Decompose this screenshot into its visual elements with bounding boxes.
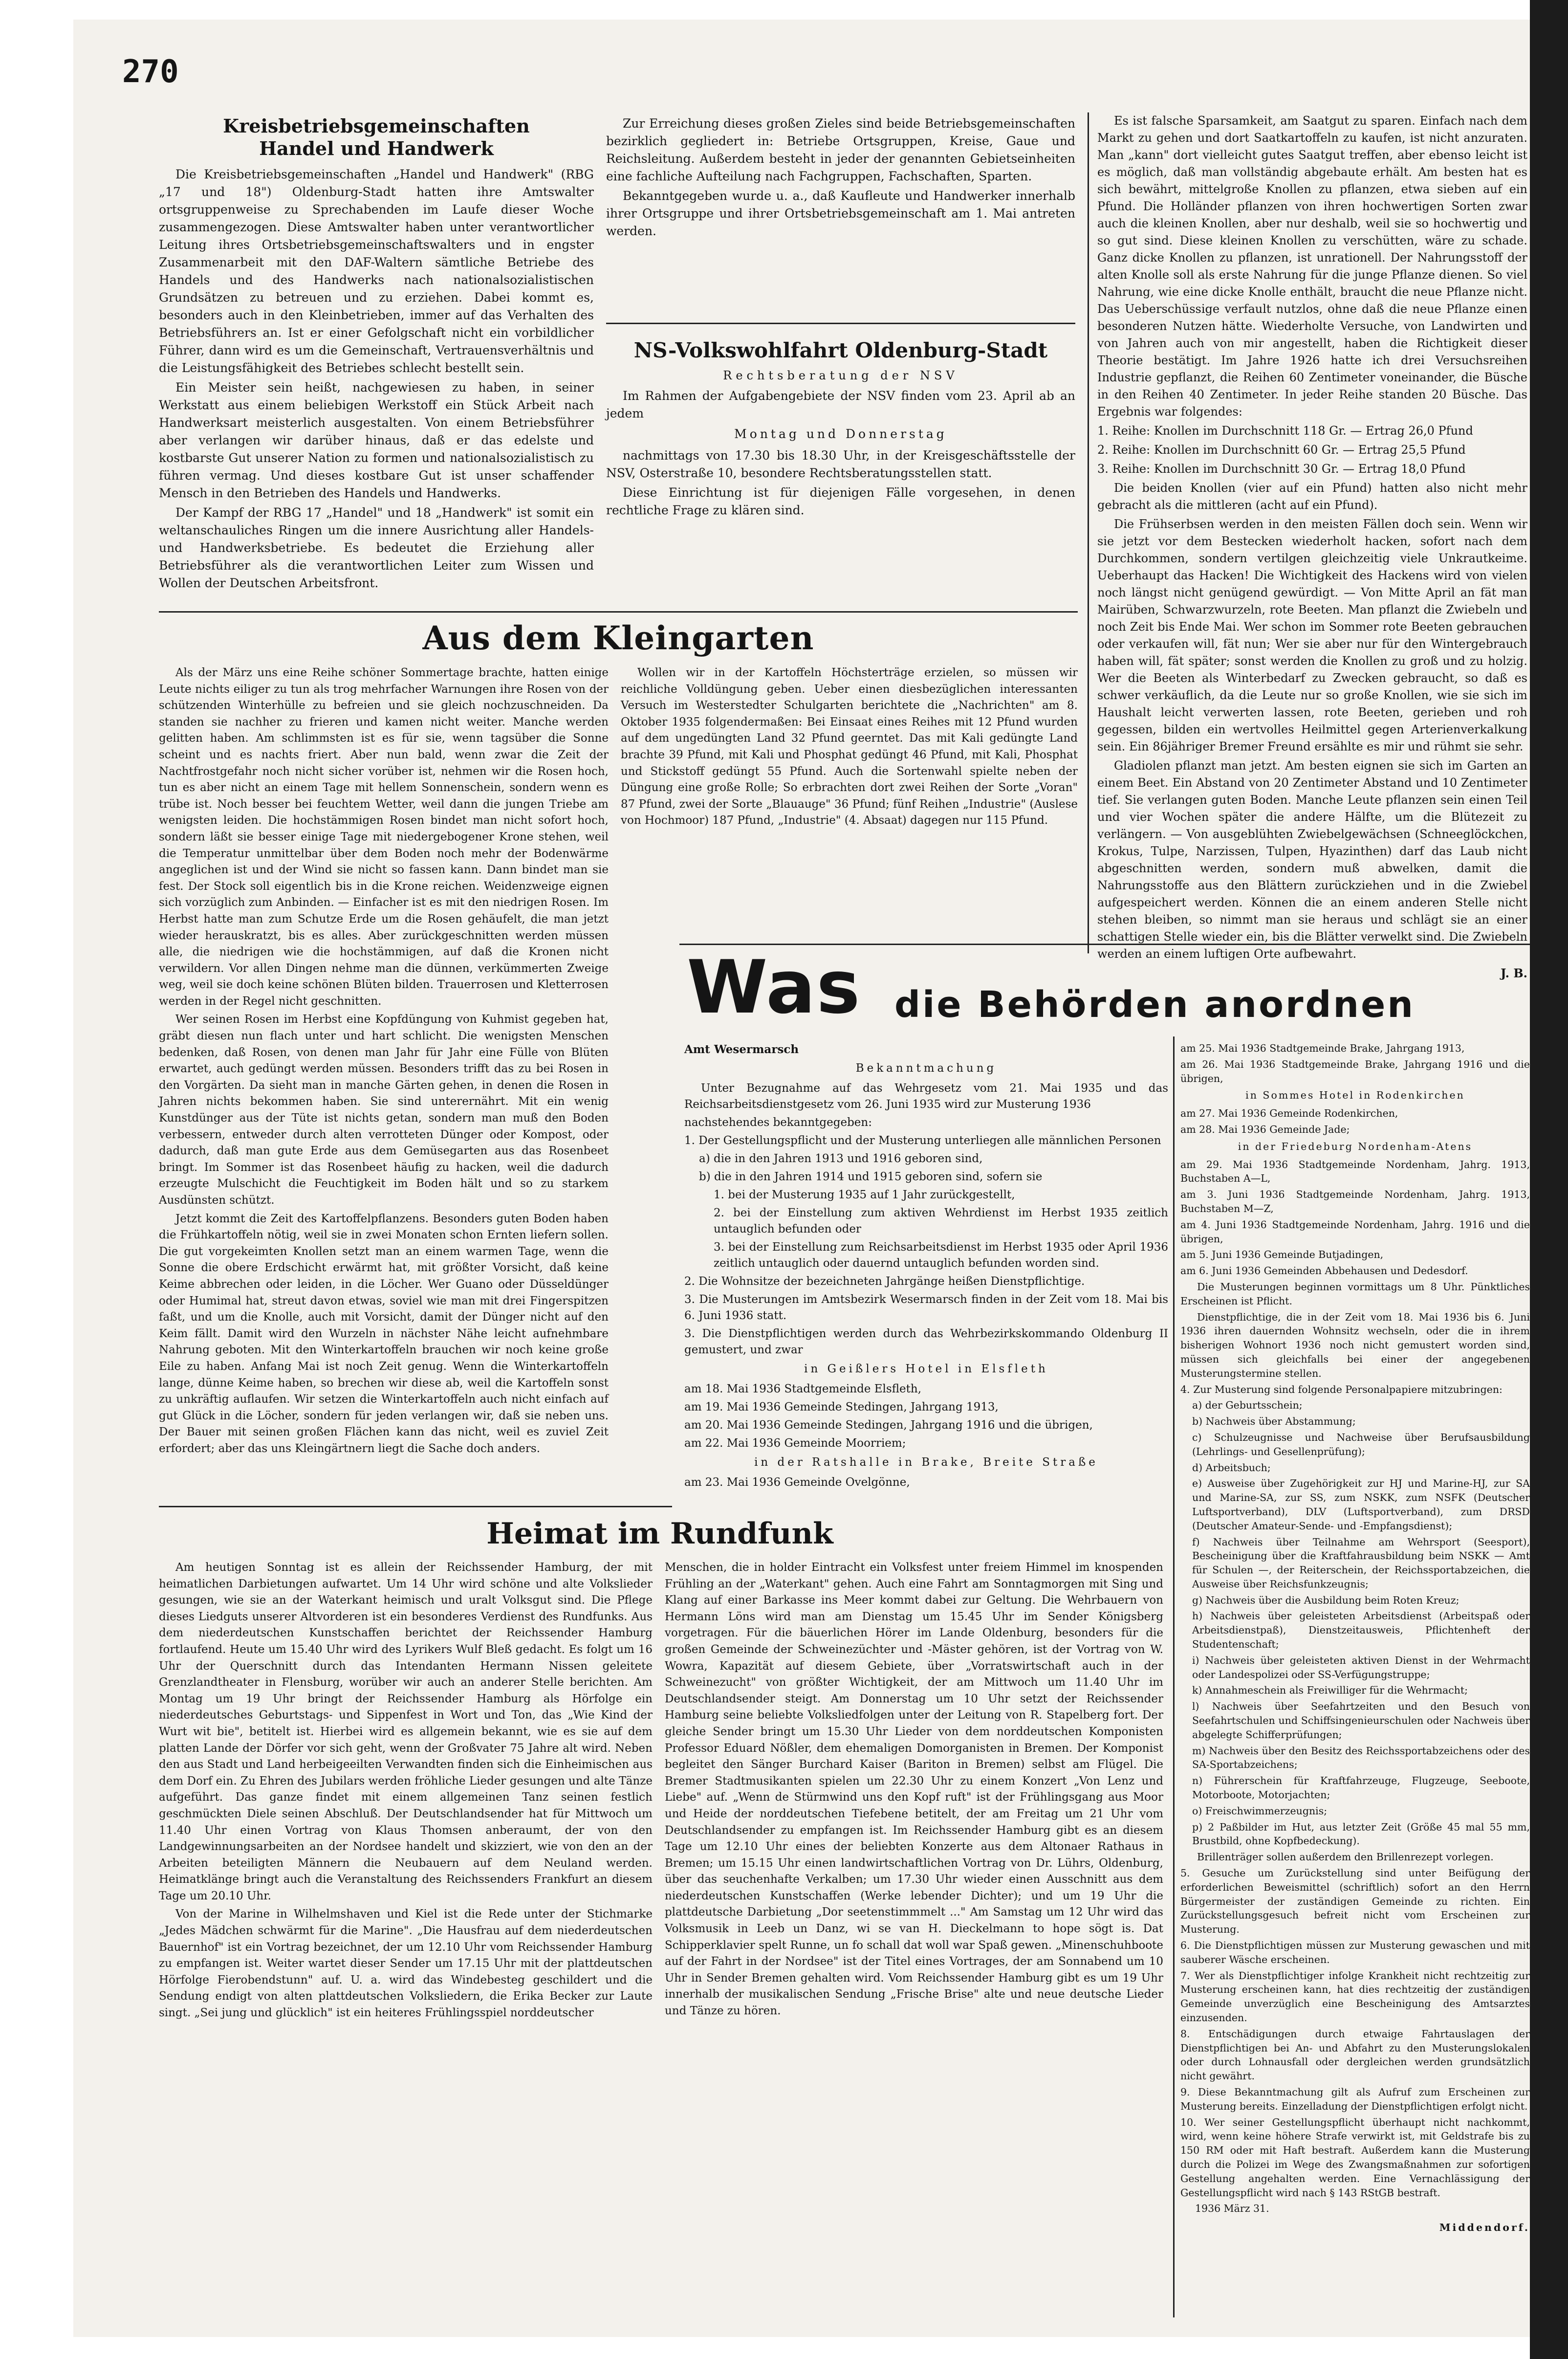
rundfunk-title: Heimat im Rundfunk	[486, 1517, 833, 1551]
behoerden-item: 2. Die Wohnsitze der bezeichneten Jahrgänge heißen Dienstpflichtige.	[684, 1275, 1085, 1288]
behoerden-item: 5. Gesuche um Zurückstellung sind unter Beifügung der erforderlichen Beweismittel (schriftlich) sofort an den Herrn Bürgermeister der zuständigen Gemeinde zu richten. Ein Zurückstellungsgesuch befreit nicht vom Erscheinen zur Musterung.	[1180, 1867, 1530, 1936]
behoerden-item: Die Musterungen beginnen vormittags um 8 Uhr. Pünktliches Erscheinen ist Pflicht.	[1180, 1280, 1530, 1307]
behoerden-date: am 6. Juni 1936 Gemeinden Abbehausen und Dedesdorf.	[1180, 1265, 1468, 1277]
kreis-article	[159, 115, 594, 594]
behoerden-item: 2. bei der Einstellung zum aktiven Wehrdienst im Herbst 1935 zeitlich untauglich befunden oder	[714, 1207, 1168, 1235]
behoerden-item: l) Nachweis über Seefahrtzeiten und den Besuch von Seefahrtschulen und Schiffsingenieurschulen oder Nachweis über abgelegte Schifferprüfungen;	[1192, 1700, 1530, 1741]
behoerden-item: d) Arbeitsbuch;	[1192, 1461, 1271, 1474]
behoerden-date: am 26. Mai 1936 Stadtgemeinde Brake, Jahrgang 1916 und die übrigen,	[1180, 1058, 1530, 1084]
nsv-paragraph: Diese Einrichtung ist für diejenigen Fälle vorgesehen, in denen rechtliche Frage zu klären sind.	[606, 485, 1075, 517]
divider	[159, 1506, 672, 1507]
behoerden-date: am 29. Mai 1936 Stadtgemeinde Nordenham, Jahrg. 1913, Buchstaben A—L,	[1180, 1158, 1530, 1185]
behoerden-title-word: Was	[687, 945, 861, 1030]
kreis-paragraph: Der Kampf der RBG 17 „Handel" und 18 „Handwerk" ist somit ein weltanschauliches Ringen um die innere Ausrichtung aller Handels- und Handwerksbetriebe. Es bedeutet die Erziehung aller Betriebsführer als die verantwortlichen Leiter zum Wissen und Wollen der Deutschen Arbeitsfront.	[159, 506, 594, 590]
behoerden-item: f) Nachweis über Teilnahme am Wehrsport (Seesport), Bescheinigung über die Kraftfahrausbildung beim NSKK — Amt für Schulen —, der Reiterschein, der Reichssportabzeichen, die Ausweise über Reichsfunkzeugnis;	[1192, 1536, 1530, 1590]
behoerden-item: 1. bei der Musterung 1935 auf 1 Jahr zurückgestellt,	[714, 1189, 1015, 1201]
behoerden-date: am 22. Mai 1936 Gemeinde Moorriem;	[684, 1437, 906, 1450]
nsv-paragraph: nachmittags von 17.30 bis 18.30 Uhr, in der Kreisgeschäftsstelle der NSV, Osterstraße 10, besondere Rechtsberatungsstellen statt.	[606, 448, 1075, 480]
kleingarten-paragraph: Als der März uns eine Reihe schöner Sommertage brachte, hatten einige Leute nichts eiliger zu tun als trog mehrfacher Warnungen ihre Rosen von der schützenden Winterhülle zu befreien und sie gleich nochzuschneiden. Da standen sie nachher zu frieren und kamen nicht weiter. Manche werden gelitten haben. Am schlimmsten ist es für sie, wenn tagsüber die Sonne scheint und es nachts friert. Aber nun bald, wenn zwar die Zeit der Nachtfrostgefahr noch nicht sicher vorüber ist, nehmen wir die Rosen hoch, tun es aber nicht an einem Tage mit hellem Sonnenschein, sondern wenn es trübe ist. Noch besser bei feuchtem Wetter, weil dann die jungen Triebe am wenigsten leiden. Die hochstämmigen Rosen bindet man nicht sofort hoch, sondern läßt sie besser einige Tage mit niedergebogener Krone stehen, weil die Temperatur unmittelbar über dem Boden noch mehr der Bodenwärme angeglichen ist und der Wind sie nicht so fassen kann. Dann bindet man sie fest. Der Stock soll eigentlich bis in die Krone reichen. Weidenzweige eignen sich vorzüglich zum Anbinden. — Einfacher ist es mit den niedrigen Rosen. Im Herbst hatte man zum Schutze Erde um die Rosen gehäufelt, die man jetzt wieder herauskratzt, bis es alles. Aber zurückgeschnitten werden müssen alle, die niedrigen wie die hochstämmigen, auf daß die Kronen nicht verwildern. Vor allen Dingen nehme man die dünnen, verkümmerten Zweige weg, weil sie doch keine schönen Blüten bilden. Trauerrosen und Kletterrosen werden in der Regel nicht geschnitten.	[159, 666, 609, 1008]
behoerden-location: in Sommes Hotel in Rodenkirchen	[1245, 1089, 1465, 1102]
behoerden-date: am 23. Mai 1936 Gemeinde Ovelgönne,	[684, 1476, 910, 1489]
rundfunk-paragraph: Von der Marine in Wilhelmshaven und Kiel ist die Rede unter der Stichmarke „Jedes Mädchen schwärmt für die Marine". „Die Hausfrau auf dem niederdeutschen Bauernhof" ist ein Vortrag bezeichnet, der um 12.10 Uhr vom Reichssender Hamburg zu empfangen ist. Weiter wartet dieser Sender um 17.15 Uhr mit der plattdeutschen Hörfolge Fierobendstunn" auf. U. a. wird das Windebesteg geschildert und die Sendung endigt von alten plattdeutschen Volksliedern, die Erika Becker zur Laute singt. „Sei jung und glücklich" ist ein heiteres Frühlingsspiel norddeutscher	[159, 1908, 653, 2020]
behoerden-date: am 27. Mai 1936 Gemeinde Rodenkirchen,	[1180, 1107, 1398, 1120]
behoerden-date-signed: 1936 März 31.	[1195, 2203, 1269, 2215]
rundfunk-column-2	[665, 1560, 1163, 2022]
behoerden-item: Dienstpflichtige, die in der Zeit vom 18. Mai 1936 bis 6. Juni 1936 ihren dauernden Wohnsitz wechseln, oder die in ihrem bisherigen Wohnort 1936 noch nicht gemustert worden sind, müssen sich gleichfalls bei einer der angegebenen Musterungstermine stellen.	[1180, 1311, 1530, 1379]
behoerden-date: am 28. Mai 1936 Gemeinde Jade;	[1180, 1123, 1350, 1135]
saatgut-initials: J. B.	[1501, 966, 1527, 980]
behoerden-item: e) Ausweise über Zugehörigkeit zur HJ und Marine-HJ, zur SA und Marine-SA, zur SS, zum NSKK, zum NSFK (Deutscher Luftsportverband), DLV (Luftsportverband), zum DRSD (Deutscher Amateur-Sende- und -Empfangsdienst);	[1192, 1477, 1530, 1532]
behoerden-item: a) der Geburtsschein;	[1192, 1399, 1303, 1411]
behoerden-item: i) Nachweis über geleisteten aktiven Dienst in der Wehrmacht oder Landespolizei oder SS-Verfügungstruppe;	[1192, 1654, 1530, 1680]
behoerden-item: b) Nachweis über Abstammung;	[1192, 1415, 1356, 1428]
kleingarten-column-1	[159, 665, 609, 1459]
nsv-article	[606, 337, 1075, 521]
divider	[606, 323, 1075, 324]
kleingarten-paragraph: Wollen wir in der Kartoffeln Höchsterträge erzielen, so müssen wir reichliche Volldüngung geben. Ueber einen diesbezüglichen interessanten Versuch im Westerstedter Schulgarten berichtete die „Nachrichten" am 8. Oktober 1935 folgendermaßen: Bei Einsaat eines Reihes mit 12 Pfund wurden auf dem ungedüngten Land 32 Pfund geerntet. Das mit Kali gedüngte Land brachte 39 Pfund, mit Kali und Phosphat gedüngt 46 Pfund, mit Kali, Phosphat und Stickstoff gedüngt 55 Pfund. Auch die Sortenwahl spielte neben der Düngung eine große Rolle; So erbrachten dort zwei Reihen der Sorte „Voran" 87 Pfund, zwei der Sorte „Blauauge" 36 Pfund; fünf Reihen „Industrie" (Auslese von Hochmoor) 187 Pfund, „Industrie" (4. Absaat) dagegen nur 115 Pfund.	[621, 666, 1078, 827]
behoerden-item: 9. Diese Bekanntmachung gilt als Aufruf zum Erscheinen zur Musterung bereits. Einzelladung der Dienstpflichtigen erfolgt nicht.	[1180, 2086, 1530, 2112]
behoerden-item: 3. Die Musterungen im Amtsbezirk Wesermarsch finden in der Zeit vom 18. Mai bis 6. Juni 1936 statt.	[684, 1293, 1168, 1322]
behoerden-item: 1. Der Gestellungspflicht und der Musterung unterliegen alle männlichen Personen	[684, 1134, 1161, 1147]
kreis-paragraph: Ein Meister sein heißt, nachgewiesen zu haben, in seiner Werkstatt aus einem beliebigen Werkstoff ein Stück Arbeit nach Handwerksart meisterlich ausgestalten. Von einem Betriebsführer aber verlangen wir darüber hinaus, daß er das edelste und kostbarste Gut unserer Nation zu formen und nationalsozialistisch zu führen vermag. Und dieses kostbare Gut ist unser schaffender Mensch in den Betrieben des Handels und Handwerks.	[159, 380, 594, 500]
saatgut-paragraph: Es ist falsche Sparsamkeit, am Saatgut zu sparen. Einfach nach dem Markt zu gehen und dort Saatkartoffeln zu kaufen, ist nicht anzuraten. Man „kann" dort vielleicht gutes Saatgut treffen, aber ebenso leicht ist es möglich, daß man vollständig abgebaute erhält. Am besten hat es sich bewährt, mittelgroße Knollen zu pflanzen, etwa sieben auf ein Pfund. Die Holländer pflanzen von ihren hochwertigen Sorten zwar auch die kleinen Knollen, aber nur deshalb, weil sie so hochwertig und so gut sind. Diese kleinen Knollen zu verschütten, wäre zu schade. Ganz dicke Knollen zu pflanzen, ist unrationell. Der Nahrungsstoff der alten Knolle soll als erste Nahrung für die junge Pflanze dienen. So viel Nahrung, wie eine dicke Knolle enthält, braucht die neue Pflanze nicht. Das Ueberschüssige verfault nutzlos, ohne daß die neue Pflanze einen besonderen Nutzen hätte. Wiederholte Versuche, von Landwirten und von Jahren auch von mir angestellt, haben die Richtigkeit dieser Theorie bestätigt. Im Jahre 1926 hatte ich drei Versuchsreihen Industrie gepflanzt, die Reihen 60 Zentimeter voneinander, die Büsche in den Reihen 40 Zentimeter. In jeder Reihe standen 20 Büsche. Das Ergebnis war folgendes:	[1097, 114, 1527, 419]
behoerden-item: n) Führerschein für Kraftfahrzeuge, Flugzeuge, Seeboote, Motorboote, Motorjachten;	[1192, 1775, 1530, 1801]
saatgut-result-row: 3. Reihe: Knollen im Durchschnitt 30 Gr. — Ertrag 18,0 Pfund	[1097, 462, 1466, 476]
behoerden-date: am 5. Juni 1936 Gemeinde Butjadingen,	[1180, 1249, 1384, 1261]
behoerden-item: o) Freischwimmerzeugnis;	[1192, 1805, 1328, 1817]
behoerden-intro: Unter Bezugnahme auf das Wehrgesetz vom 21. Mai 1935 und das Reichsarbeitsdienstgesetz vom 26. Juni 1935 wird zur Musterung 1936	[684, 1082, 1168, 1111]
behoerden-item: h) Nachweis über geleisteten Arbeitsdienst (Arbeitspaß oder Arbeitsdienstpaß), Dienstzeitausweis, Pflichtenheft der Studentenschaft;	[1192, 1610, 1530, 1651]
behoerden-date: am 18. Mai 1936 Stadtgemeinde Elsfleth,	[684, 1383, 922, 1395]
behoerden-item: 8. Entschädigungen durch etwaige Fahrtauslagen der Dienstpflichtigen bei An- und Abfahrt zu den Musterungslokalen oder durch Lohnausfall oder dergleichen werden grundsätzlich nicht gewährt.	[1180, 2028, 1530, 2082]
behoerden-item: 3. Die Dienstpflichtigen werden durch das Wehrbezirkskommando Oldenburg II gemustert, und zwar	[684, 1327, 1168, 1356]
behoerden-item: 4. Zur Musterung sind folgende Personalpapiere mitzubringen:	[1180, 1383, 1503, 1395]
behoerden-location: in der Friedeburg Nordenham-Atens	[1238, 1140, 1473, 1152]
rundfunk-paragraph: Am heutigen Sonntag ist es allein der Reichssender Hamburg, der mit heimatlichen Darbietungen aufwartet. Um 14 Uhr wird schöne und alte Volkslieder gesungen, wie sie an der Waterkant heimisch und uralt Volksgut sind. Die Pflege dieses Liedguts unserer Altvorderen ist ein besonderes Verdienst des Rundfunks. Aus dem niederdeutschen Kunstschaffen berichtet der Reichssender Hamburg fortlaufend. Heute um 15.40 Uhr wird des Lyrikers Wulf Bleß gedacht. Es folgt um 16 Uhr der Querschnitt durch das Intendanten Hermann Nissen geleitete Grenzlandtheater in Flensburg, worüber wir auch an anderer Stelle berichten. Am Montag um 19 Uhr bringt der Reichssender Hamburg als Hörfolge ein niederdeutsches Geburtstags- und Sippenfest in Wort und Ton, das „Wie Kind der Wurt wit bie", betitelt ist. Hierbei wird es allgemein bekannt, wie es sie auf dem platten Lande der Dörfer vor sich geht, wenn der Großvater 75 Jahre alt wird. Neben den aus Stadt und Land herbeigeeilten Verwandten finden sich die Einheimischen aus dem Dorf ein. Zu Ehren des Jubilars werden fröhliche Lieder gesungen und alte Tänze aufgeführt. Das ganze findet mit einem allgemeinen Tanz seinen festlich geschmückten Diele seinen Abschluß. Der Deutschlandsender hat für Mittwoch um 11.40 Uhr einen Vortrag von Klaus Thomsen anberaumt, der von den Landgewinnungsarbeiten an der Nordsee handelt und skizziert, wie von den an der Arbeiten beteiligten Männern die Neubauern auf dem Neuland werden. Heimatklänge bringt auch die Veranstaltung des Reichssenders Frankfurt an diesem Tage um 20.10 Uhr.	[159, 1561, 653, 1902]
behoerden-item: k) Annahmeschein als Freiwilliger für die Wehrmacht;	[1192, 1684, 1468, 1697]
behoerden-title-rest: die Behörden anordnen	[894, 984, 1415, 1026]
behoerden-date: am 3. Juni 1936 Stadtgemeinde Nordenham, Jahrg. 1913, Buchstaben M—Z,	[1180, 1189, 1530, 1214]
behoerden-date: am 25. Mai 1936 Stadtgemeinde Brake, Jahrgang 1913,	[1180, 1042, 1465, 1054]
behoerden-item: 3. bei der Einstellung zum Reichsarbeitsdienst im Herbst 1935 oder April 1936 zeitlich untauglich oder dauernd untauglich befunden worden sind.	[714, 1241, 1168, 1270]
column-divider	[1088, 112, 1089, 953]
kleingarten-paragraph: Wer seinen Rosen im Herbst eine Kopfdüngung von Kuhmist gegeben hat, gräbt diesen nun flach unter und hart schlicht. Die wenigsten Menschen bedenken, daß Rosen, von denen man Jahr für Jahr eine Fülle von Blüten erwartet, auch gedüngt werden müssen. Besonders trifft das zu bei Rosen in den Vorgärten. Da sieht man in manche Gärten gehen, in denen die Rosen in Jahren nichts bekommen haben. Sie sind unterernährt. Mit ein wenig Kunstdünger aus der Tüte ist nichts getan, sondern man muß den Boden verbessern, entweder durch alten verrotteten Dünger oder Kompost, oder dadurch, daß man gute Erde aus dem Gemüsegarten aus das Rosenbeet bringt. Im Sommer ist das Rosenbeet häufig zu hacken, weil die dadurch erzeugte Mulschicht die Feuchtigkeit im Boden hält und so zu starkem Ausdünsten schützt.	[159, 1013, 609, 1207]
kleingarten-title: Aus dem Kleingarten	[422, 619, 814, 657]
kleingarten-paragraph: Jetzt kommt die Zeit des Kartoffelpflanzens. Besonders guten Boden haben die Frühkartoffeln nötig, weil sie in zwei Monaten schon Ernten liefern sollen. Die gut vorgekeimten Knollen setzt man an einem warmen Tage, wenn die Sonne die obere Erdschicht erwärmt hat, mit größter Vorsicht, daß keine Keime abbrechen oder leiden, in die Löcher. Wer Guano oder Düsseldünger oder Humimal hat, streut davon etwas, soviel wie man mit drei Fingerspitzen faßt, und um die Knolle, auch mit Vorsicht, damit der Dünger nicht auf den Keim fällt. Damit wird den Wurzeln in nächster Nähe leicht aufnehmbare Nahrung geboten. Mit den Winterkartoffeln brauchen wir noch keine große Eile zu haben. Anfang Mai ist noch Zeit genug. Wenn die Winterkartoffeln lange, dünne Keime haben, so brechen wir diese ab, weil die Kartoffeln sonst zu unkräftig auflaufen. Wir setzen die Winterkartoffeln auch nicht einfach auf gut Glück in die Löcher, sondern für jeden verlangen wir, daß sie neben uns. Der Bauer mit seinen großen Flächen kann das nicht, weil es zuviel Zeit erfordert; aber das uns Kleingärtnern liegt die Sache doch anders.	[159, 1212, 609, 1455]
kleingarten-column-2	[621, 665, 1078, 831]
behoerden-item: a) die in den Jahren 1913 und 1916 geboren sind,	[699, 1152, 983, 1165]
kreis-paragraph: Zur Erreichung dieses großen Zieles sind beide Betriebsgemeinschaften bezirklich gegliedert in: Betriebe Ortsgruppen, Kreise, Gaue und Reichsleitung. Außerdem besteht in jeder der genannten Gebietseinheiten eine fachliche Aufteilung nach Fachgruppen, Fachschaften, Sparten.	[606, 116, 1075, 183]
behoerden-item: 10. Wer seiner Gestellungspflicht überhaupt nicht nachkommt, wird, wenn keine höhere Strafe verwirkt ist, mit Geldstrafe bis zu 150 RM oder mit Haft bestraft. Außerdem kann die Musterung durch die Polizei im Wege des Zwangsmaßnahmen zur sofortigen Gestellung angehalten werden. Eine Vernachlässigung der Gestellungspflicht wird nach § 143 RStGB bestraft.	[1180, 2116, 1530, 2199]
behoerden-item: 7. Wer als Dienstpflichtiger infolge Krankheit nicht rechtzeitig zur Musterung erscheinen kann, hat dies rechtzeitig der zuständigen Gemeinde unverzüglich eine Bescheinigung des Amtsarztes einzusenden.	[1180, 1969, 1530, 2024]
column-divider	[1173, 1036, 1175, 2317]
kreis-title-line1: Kreisbetriebsgemeinschaften	[223, 115, 530, 137]
saatgut-result-row: 1. Reihe: Knollen im Durchschnitt 118 Gr. — Ertrag 26,0 Pfund	[1097, 424, 1473, 438]
kreis-paragraph: Die Kreisbetriebsgemeinschaften „Handel und Handwerk" (RBG „17 und 18") Oldenburg-Stadt hatten ihre Amtswalter ortsgruppenweise zu Sprechabenden im Laufe dieser Woche zusammengezogen. Diese Amtswalter haben unter verantwortlicher Leitung ihres Ortsbetriebsgemeinschaftswalters und in engster Zusammenarbeit mit den DAF-Waltern sämtliche Betriebe des Handels und des Handwerks nach nationalsozialistischen Grundsätzen zu betreuen und zu erziehen. Dabei kommt es, besonders auch in den Kleinbetrieben, immer auf das Verhalten des Betriebsführers an. Ist er einer Gefolgschaft nicht ein vorbildlicher Führer, dann wird es um die Gemeinschaft, Vertrauensverhältnis und die Leistungsfähigkeit des Betriebes schlecht bestellt sein.	[159, 167, 594, 375]
behoerden-column-1	[684, 1041, 1168, 1493]
behoerden-date: am 19. Mai 1936 Gemeinde Stedingen, Jahrgang 1913,	[684, 1401, 999, 1413]
kreis-title-line2: Handel und Handwerk	[259, 137, 494, 159]
behoerden-authority: Amt Wesermarsch	[684, 1043, 799, 1056]
behoerden-signature: Middendorf.	[1439, 2222, 1530, 2234]
behoerden-item: c) Schulzeugnisse und Nachweise über Berufsausbildung (Lehrlings- und Gesellenprüfung);	[1192, 1431, 1530, 1457]
rundfunk-column-1	[159, 1560, 653, 2024]
rundfunk-paragraph: Menschen, die in holder Eintracht ein Volksfest unter freiem Himmel im knospenden Frühling an der „Waterkant" gehen. Auch eine Fahrt am Sonntagmorgen mit Sing und Klang auf einer Barkasse ins Meer kommt dabei zur Geltung. Die Wehrbauern von Hermann Löns wird man am Dienstag um 15.45 Uhr im Sender Königsberg vorgetragen. Für die bäuerlichen Hörer im Lande Oldenburg, besonders für die großen Gemeinde der Schweinezüchter und -Mäster gehören, ist der Vortrag von W. Wowra, Kapazität auf diesem Gebiete, über „Vorratswirtschaft auch in der Schweinezucht" von größter Wichtigkeit, der am Mittwoch um 11.40 Uhr im Deutschlandsender steigt. Am Donnerstag um 10 Uhr setzt der Reichssender Hamburg seine beliebte Volksliedfolgen unter der Leitung von R. Stapelberg fort. Der gleiche Sender bringt um 15.30 Uhr Lieder von dem norddeutschen Komponisten Professor Eduard Nößler, dem ehemaligen Domorganisten in Bremen. Der Komponist begleitet den Sänger Burchard Kaiser (Bariton in Bremen) selbst am Flügel. Die Bremer Stadtmusikanten spielen um 22.30 Uhr zu einem Konzert „Von Lenz und Liebe" auf. „Wenn de Stürmwind uns den Kopf ruft" ist der Frühlingsgang aus Moor und Heide der norddeutschen Tiefebene betitelt, der am Freitag um 21 Uhr vom Deutschlandsender zu empfangen ist. Im Reichssender Hamburg gibt es an diesem Tage um 12.10 Uhr eines der beliebten Konzerte aus dem Altonaer Rathaus in Bremen; um 15.15 Uhr einen landwirtschaftlichen Vortrag von Dr. Lührs, Oldenburg, über das seuchenhafte Verkalben; um 17.30 Uhr wieder einen Ausschnitt aus dem niederdeutschen Kunstschaffen (Werke lebender Dichter); und um 19 Uhr die plattdeutsche Darbietung „Dor seetenstimmmelt ..." Am Samstag um 12 Uhr wird das Volksmusik in Leeb un Danz, wi se van H. Dieckelmann to hope sögt is. Dat Schipperklavier spelt Runne, un fo schall dat woll war Spaß gewen. „Minenschuhboote auf der Fahrt in der Nordsee" ist der Titel eines Vortrages, der am Sonnabend um 10 Uhr in Sender Bremen gehalten wird. Vom Reichssender Hamburg gibt es um 19 Uhr innerhalb der musikalischen Sendung „Frische Brise" alte und neue deutsche Lieder und Tänze zu hören.	[665, 1561, 1163, 2018]
behoerden-column-2	[1180, 1041, 1530, 2235]
behoerden-lead: nachstehendes bekanntgegeben:	[684, 1116, 872, 1129]
saatgut-paragraph: Die Frühserbsen werden in den meisten Fällen doch sein. Wenn wir sie jetzt vor dem Bestecken wiederholt hacken, sofort nach dem Durchkommen, sondern vertilgen gleichzeitig viele Unkrautkeime. Ueberhaupt das Hacken! Die Wichtigkeit des Hackens wird von vielen noch längst nicht genügend gewürdigt. — Von Mitte April an fät man Mairüben, Schwarzwurzeln, rote Beeten. Man pflanzt die Zwiebeln und noch Zeit bis Ende Mai. Wer schon im Sommer rote Beeten gebrauchen oder verkaufen will, fät nun; Wer sie aber nur für den Wintergebrauch haben will, fät später; sonst werden die Knollen zu groß und zu holzig. Wer die Beeten als Winterbedarf zu Zwecken gebraucht, so daß es schwer verkäuflich, da die Leute nur so große Knollen, wie sie sich im Haushalt leicht verwerten lassen, rote Beeten, gerieben und roh gegessen, bilden ein wertvolles Heilmittel gegen Arterienverkalkung sein. Ein 86jähriger Bremer Freund ersählte es mir und rühmt sie sehr.	[1097, 517, 1527, 753]
kreis-paragraph: Bekanntgegeben wurde u. a., daß Kaufleute und Handwerker innerhalb ihrer Ortsgruppe und ihrer Ortsbetriebsgemeinschaft am 1. Mai antreten werden.	[606, 189, 1075, 238]
behoerden-heading: Bekanntmachung	[855, 1062, 997, 1075]
behoerden-date: am 4. Juni 1936 Stadtgemeinde Nordenham, Jahrg. 1916 und die übrigen,	[1180, 1218, 1530, 1245]
saatgut-paragraph: Die beiden Knollen (vier auf ein Pfund) hatten also nicht mehr gebracht als die mittleren (acht auf ein Pfund).	[1097, 481, 1527, 512]
behoerden-item: g) Nachweis über die Ausbildung beim Roten Kreuz;	[1192, 1594, 1459, 1606]
behoerden-location: in Geißlers Hotel in Elsfleth	[804, 1363, 1048, 1375]
saatgut-paragraph: Gladiolen pflanzt man jetzt. Am besten eignen sie sich im Garten an einem Beet. Ein Abstand von 20 Zentimeter Abstand und 10 Zentimeter tief. Sie verlangen guten Boden. Manche Leute pflanzen sein einen Teil und vier Wochen später die andere Hälfte, um die Blütezeit zu verlängern. — Von ausgeblühten Zwiebelgewächsen (Schneeglöckchen, Krokus, Tulpe, Narzissen, Tulpen, Hyazinthen) darf das Laub nicht abgeschnitten werden, sondern muß abwelken, damit die Nahrungsstoffe aus den Blättern zurückziehen und in die Zwiebel aufgespeichert werden. Können die an einem anderen Stelle nicht stehen bleiben, so nimmt man sie heraus und schlägt sie an einer schattigen Stelle wieder ein, bis die Blätter verwelkt sind. Die Zwiebeln werden an einem luftigen Orte aufbewahrt.	[1097, 759, 1527, 961]
behoerden-item: p) 2 Paßbilder im Hut, aus letzter Zeit (Größe 45 mal 55 mm, Brustbild, ohne Kopfbedeckung).	[1192, 1821, 1530, 1847]
behoerden-location: in der Ratshalle in Brake, Breite Straße	[754, 1456, 1098, 1469]
behoerden-date: am 20. Mai 1936 Gemeinde Stedingen, Jahrgang 1916 und die übrigen,	[684, 1419, 1093, 1432]
saatgut-article	[1097, 112, 1527, 982]
kreis-continued	[606, 115, 1075, 242]
divider	[159, 611, 1078, 613]
saatgut-result-row: 2. Reihe: Knollen im Durchschnitt 60 Gr. — Ertrag 25,5 Pfund	[1097, 443, 1466, 457]
binding-edge	[1530, 0, 1568, 2359]
behoerden-item: m) Nachweis über den Besitz des Reichssportabzeichens oder des SA-Sportabzeichens;	[1192, 1744, 1530, 1771]
nsv-paragraph: Im Rahmen der Aufgabengebiete der NSV finden vom 23. April ab an jedem	[606, 389, 1075, 420]
newspaper-page	[73, 20, 1535, 2337]
behoerden-item: Brillenträger sollen außerdem den Brillenrezept vorlegen.	[1197, 1851, 1494, 1863]
nsv-title: NS-Volkswohlfahrt Oldenburg-Stadt	[633, 338, 1048, 362]
behoerden-item: b) die in den Jahren 1914 und 1915 geboren sind, sofern sie	[699, 1170, 1043, 1183]
nsv-subtitle: Rechtsberatung der NSV	[723, 369, 958, 382]
nsv-days: Montag und Donnerstag	[734, 427, 947, 441]
page-number: 270	[122, 54, 179, 90]
behoerden-item: 6. Die Dienstpflichtigen müssen zur Musterung gewaschen und mit sauberer Wäsche erscheinen.	[1180, 1940, 1530, 1965]
